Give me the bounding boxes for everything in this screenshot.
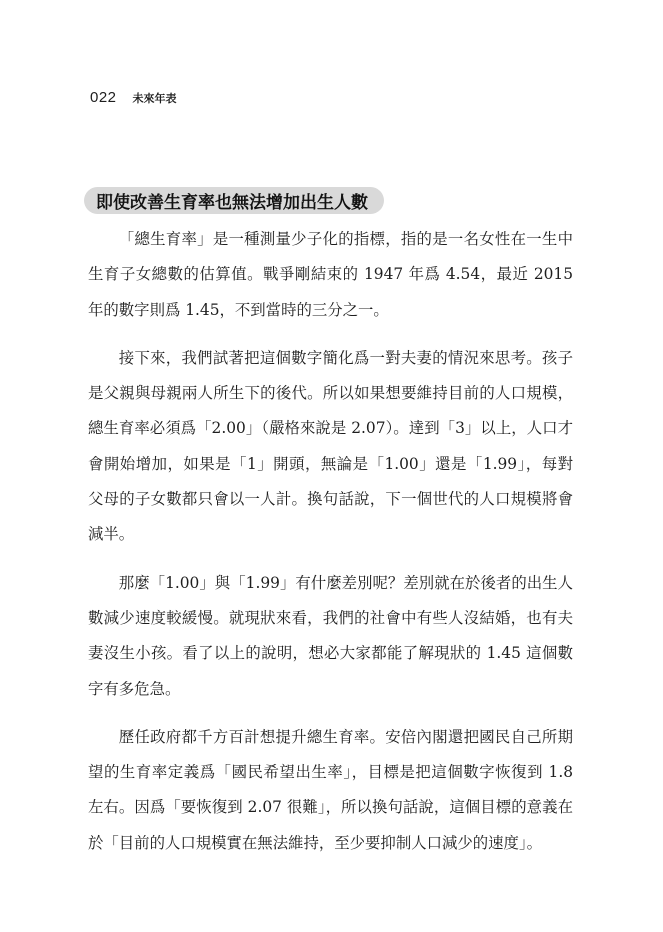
section-heading-box — [84, 187, 384, 214]
paragraph-4: 歷任政府都千方百計想提升總生育率。安倍內閣還把國民自己所期望的生育率定義爲「國民希望出生率」，目標是把這個數字恢復到 1.8 左右。因爲「要恢復到 2.07 很難」，所以換句話說，這個目標的意義在於「目前的人口規模實在無法維持，至少要抑制人口減少的速度」。 — [88, 727, 573, 852]
page-number: 022 — [90, 89, 117, 106]
paragraph-3: 那麼「1.00」與「1.99」有什麼差別呢？差別就在於後者的出生人數減少速度較緩慢。就現狀來看，我們的社會中有些人沒結婚，也有夫妻沒生小孩。看了以上的說明，想必大家都能了解現狀的 1.45 這個數字有多危急。 — [88, 573, 573, 698]
paragraph-2: 接下來，我們試著把這個數字簡化爲一對夫妻的情況來思考。孩子是父親與母親兩人所生下的後代。所以如果想要維持目前的人口規模，總生育率必須爲「2.00」（嚴格來說是 2.07）。達到「3」以上，人口才會開始增加，如果是「1」開頭，無論是「1.00」還是「1.99」，每對父母的子女數都只會以一人計。換句話說，下一個世代的人口規模將會減半。 — [88, 348, 573, 544]
section-heading: 即使改善生育率也無法增加出生人數 — [96, 193, 368, 213]
page-header — [90, 89, 177, 106]
paragraph-1: 「總生育率」是一種測量少子化的指標，指的是一名女性在一生中生育子女總數的估算值。戰爭剛結束的 1947 年爲 4.54，最近 2015 年的數字則爲 1.45，不到當時的三分之一。 — [88, 230, 573, 319]
running-title: 未來年表 — [132, 92, 177, 105]
body-text — [88, 222, 573, 874]
